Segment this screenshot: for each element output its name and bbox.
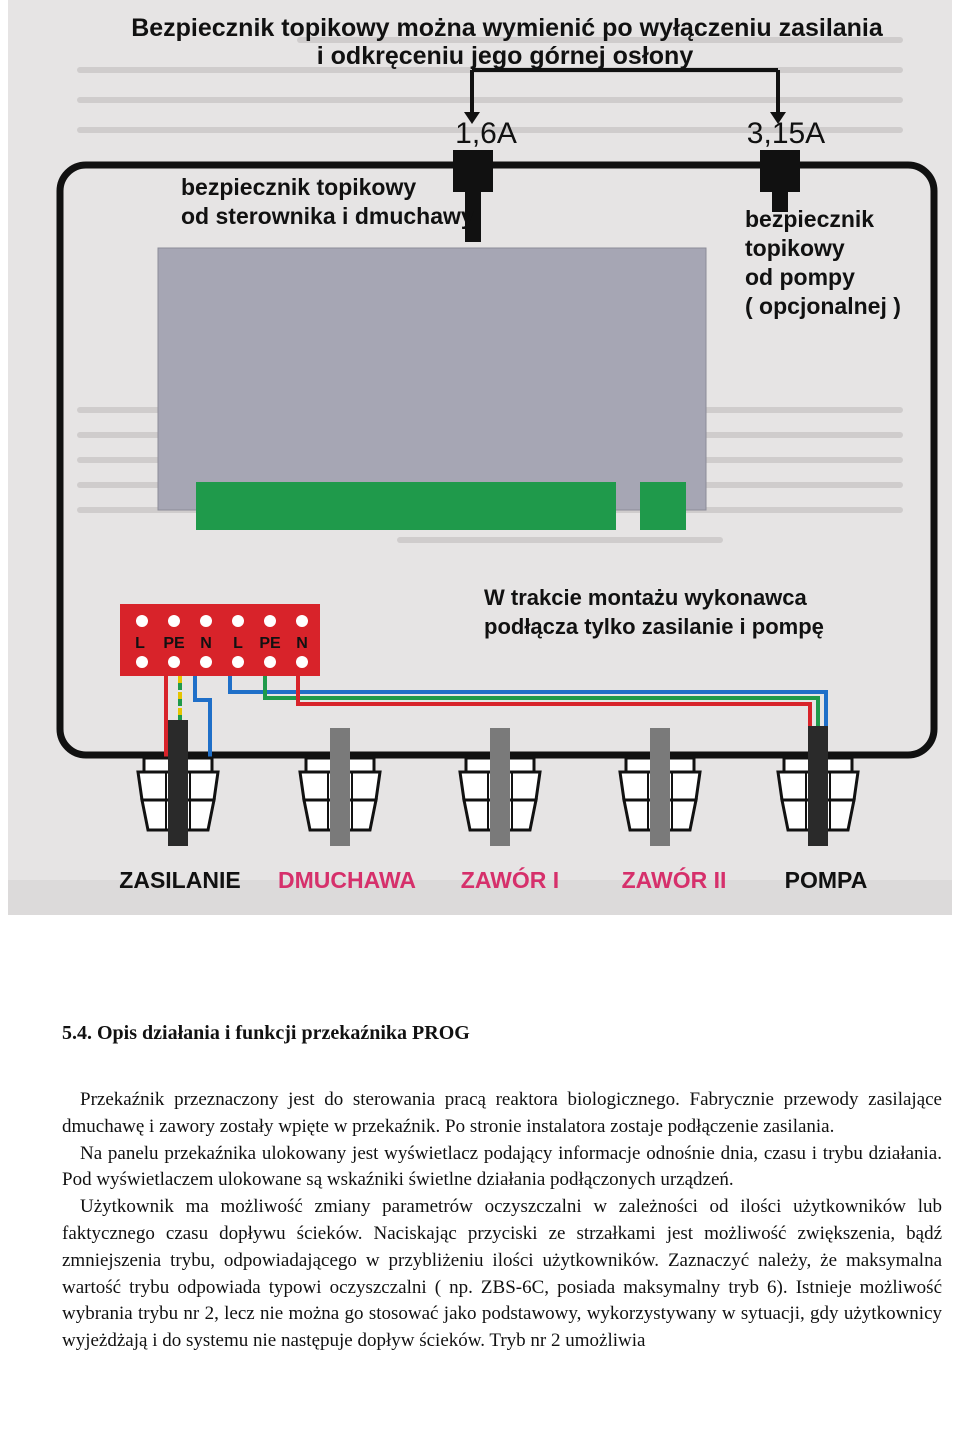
fuse-left-rating: 1,6A [455,117,517,150]
terminal-label: L [135,635,145,652]
section-body [62,1087,942,1355]
top-note-line-2: i odkręceniu jego górnej osłony [316,42,694,70]
install-note-line-2: podłącza tylko zasilanie i pompę [484,614,824,639]
paragraph-2-text: Na panelu przekaźnika ulokowany jest wyświetlacz podający informacje odnośnie dnia, czasu i trybu działania. Pod wyświetlaczem ulokowane są wskaźniki świetlne działania podłączonych urządzeń. [62,1142,942,1191]
install-note-line-1: W trakcie montażu wykonawca [484,585,807,610]
terminal-label: N [296,635,308,652]
paragraph-1 [62,1087,942,1141]
fuse-right-rating: 3,15A [746,117,826,150]
fuse-cap-right [760,150,800,192]
paragraph-2 [62,1141,942,1195]
output-label-valve-2: ZAWÓR II [621,867,727,893]
top-note-line-1: Bezpiecznik topikowy można wymienić po wyłączeniu zasilania [131,14,883,42]
green-terminal-small [640,482,686,530]
terminal-label: PE [259,635,281,652]
section-title: 5.4. Opis działania i funkcji przekaźnika PROG [62,1022,470,1044]
terminal-block [120,604,320,676]
controller-board [158,248,706,510]
output-label-blower: DMUCHAWA [278,867,416,893]
fuse-cap-left [453,150,493,192]
fuse-left-label-line-2: od sterownika i dmuchawy [181,203,474,229]
paragraph-1-text: Przekaźnik przeznaczony jest do sterowania pracą reaktora biologicznego. Fabrycznie przewody zasilające dmuchawę i zawory zostały wpięte w przekaźnik. Po stronie instalatora zostaje podłączenie zasilania. [62,1089,942,1137]
fuse-right-label-line-3: od pompy [745,264,855,290]
fuse-right-label-line-4: ( opcjonalnej ) [745,293,901,319]
green-terminal-strip [196,482,616,530]
output-label-pump: POMPA [784,867,868,893]
paragraph-3 [62,1194,942,1355]
terminal-label: PE [163,635,185,652]
fuse-left-label-line-1: bezpiecznik topikowy [181,174,417,200]
output-label-supply: ZASILANIE [119,867,241,893]
paragraph-3-text: Użytkownik ma możliwość zmiany parametrów oczyszczalni w zależności od ilości użytkowników lub faktycznego czasu dopływu ścieków. Naciskając przyciski ze strzałkami jest możliwość zwiększenia, bądź zmniejszenia trybu, odpowiadającego w przybliżeniu ilości użytkowników. Zaznaczyć należy, że maksymalna wartość trybu odpowiada typowi oczyszczalni ( np. ZBS-6C, posiada maksymalny tryb 6). Istnieje możliwość wybrania trybu nr 2, lecz nie można go stosować jako podstawowy, wykorzystywany w sytuacji, gdy użytkownicy wyjeżdżają i do systemu nie następuje dopływ ścieków. Tryb nr 2 umożliwia [62,1196,942,1352]
fuse-right-label-line-1: bezpiecznik [745,206,875,232]
terminal-label: N [200,635,212,652]
terminal-label: L [233,635,243,652]
output-label-valve-1: ZAWÓR I [460,867,560,893]
fuse-right-label-line-2: topikowy [745,235,845,261]
